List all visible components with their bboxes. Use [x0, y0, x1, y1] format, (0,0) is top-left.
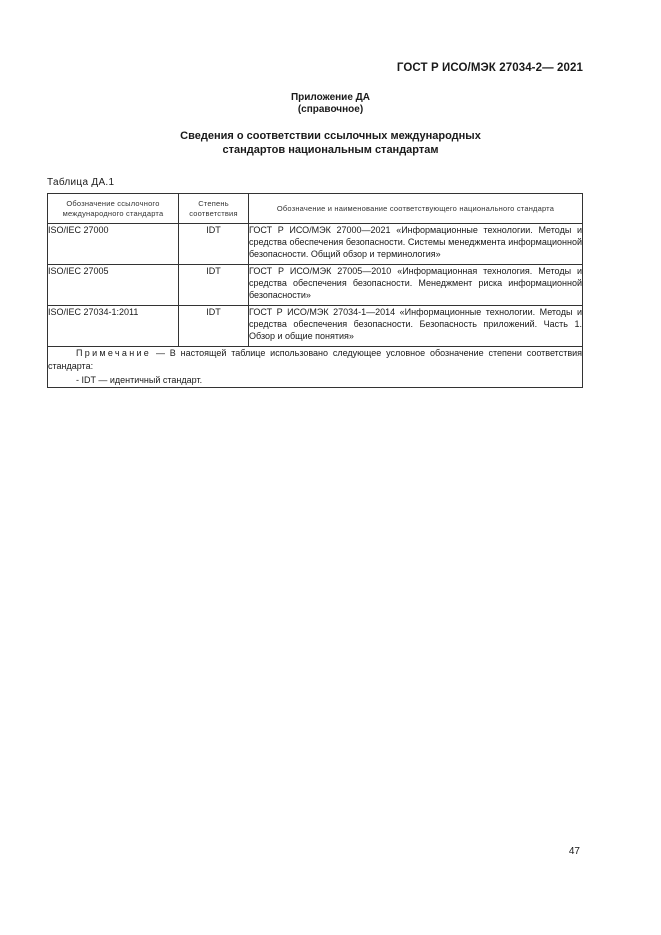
annex-subtitle: (справочное) [297, 104, 364, 115]
header-intl-standard [48, 194, 179, 224]
header-degree [179, 194, 249, 224]
section-heading-line-2: стандартов национальным стандартам [222, 144, 439, 156]
degree-cell: IDT [179, 306, 249, 347]
section-heading [0, 129, 661, 157]
table-row [48, 224, 583, 265]
degree-cell: IDT [179, 224, 249, 265]
header-intl-line-2: международного стандарта [62, 208, 164, 218]
table-caption: Таблица ДА.1 [47, 177, 115, 188]
table-row [48, 265, 583, 306]
header-intl-line-1: Обозначение ссылочного [66, 198, 160, 208]
annex-title: Приложение ДА [290, 92, 371, 103]
header-national-standard: Обозначение и наименование соответствующего национального стандарта [249, 194, 583, 224]
correspondence-table [47, 193, 583, 388]
national-standard-cell: ГОСТ Р ИСО/МЭК 27000—2021 «Информационные технологии. Методы и средства обеспечения безопасности. Системы менеджмента информационной безопасности. Общий обзор и терминология» [249, 224, 583, 265]
note-list-item: - IDT — идентичный стандарт. [76, 375, 203, 385]
page-number: 47 [568, 846, 580, 857]
table-note [48, 347, 583, 388]
national-standard-cell: ГОСТ Р ИСО/МЭК 27005—2010 «Информационная технология. Методы и средства обеспечения безопасности. Менеджмент риска информационной безопасности» [249, 265, 583, 306]
intl-standard-cell: ISO/IEC 27000 [48, 224, 179, 265]
document-code: ГОСТ Р ИСО/МЭК 27034-2— 2021 [396, 62, 583, 74]
table-note-row [48, 347, 583, 388]
table-row [48, 306, 583, 347]
national-standard-cell: ГОСТ Р ИСО/МЭК 27034-1—2014 «Информационные технологии. Методы и средства обеспечения безопасности. Безопасность приложений. Часть 1. Обзор и общие понятия» [249, 306, 583, 347]
intl-standard-cell: ISO/IEC 27034-1:2011 [48, 306, 179, 347]
header-degree-line-1: Степень [198, 198, 229, 208]
note-label: Примечание [76, 348, 152, 358]
note-paragraph [48, 347, 582, 372]
intl-standard-cell: ISO/IEC 27005 [48, 265, 179, 306]
header-degree-line-2: соответствия [189, 208, 238, 218]
degree-cell: IDT [179, 265, 249, 306]
section-heading-line-1: Сведения о соответствии ссылочных международных [180, 130, 481, 142]
note-text: — В настоящей таблице использовано следующее условное обозначение степени соответствия стандарта: [48, 348, 582, 371]
table-header-row [48, 194, 583, 224]
